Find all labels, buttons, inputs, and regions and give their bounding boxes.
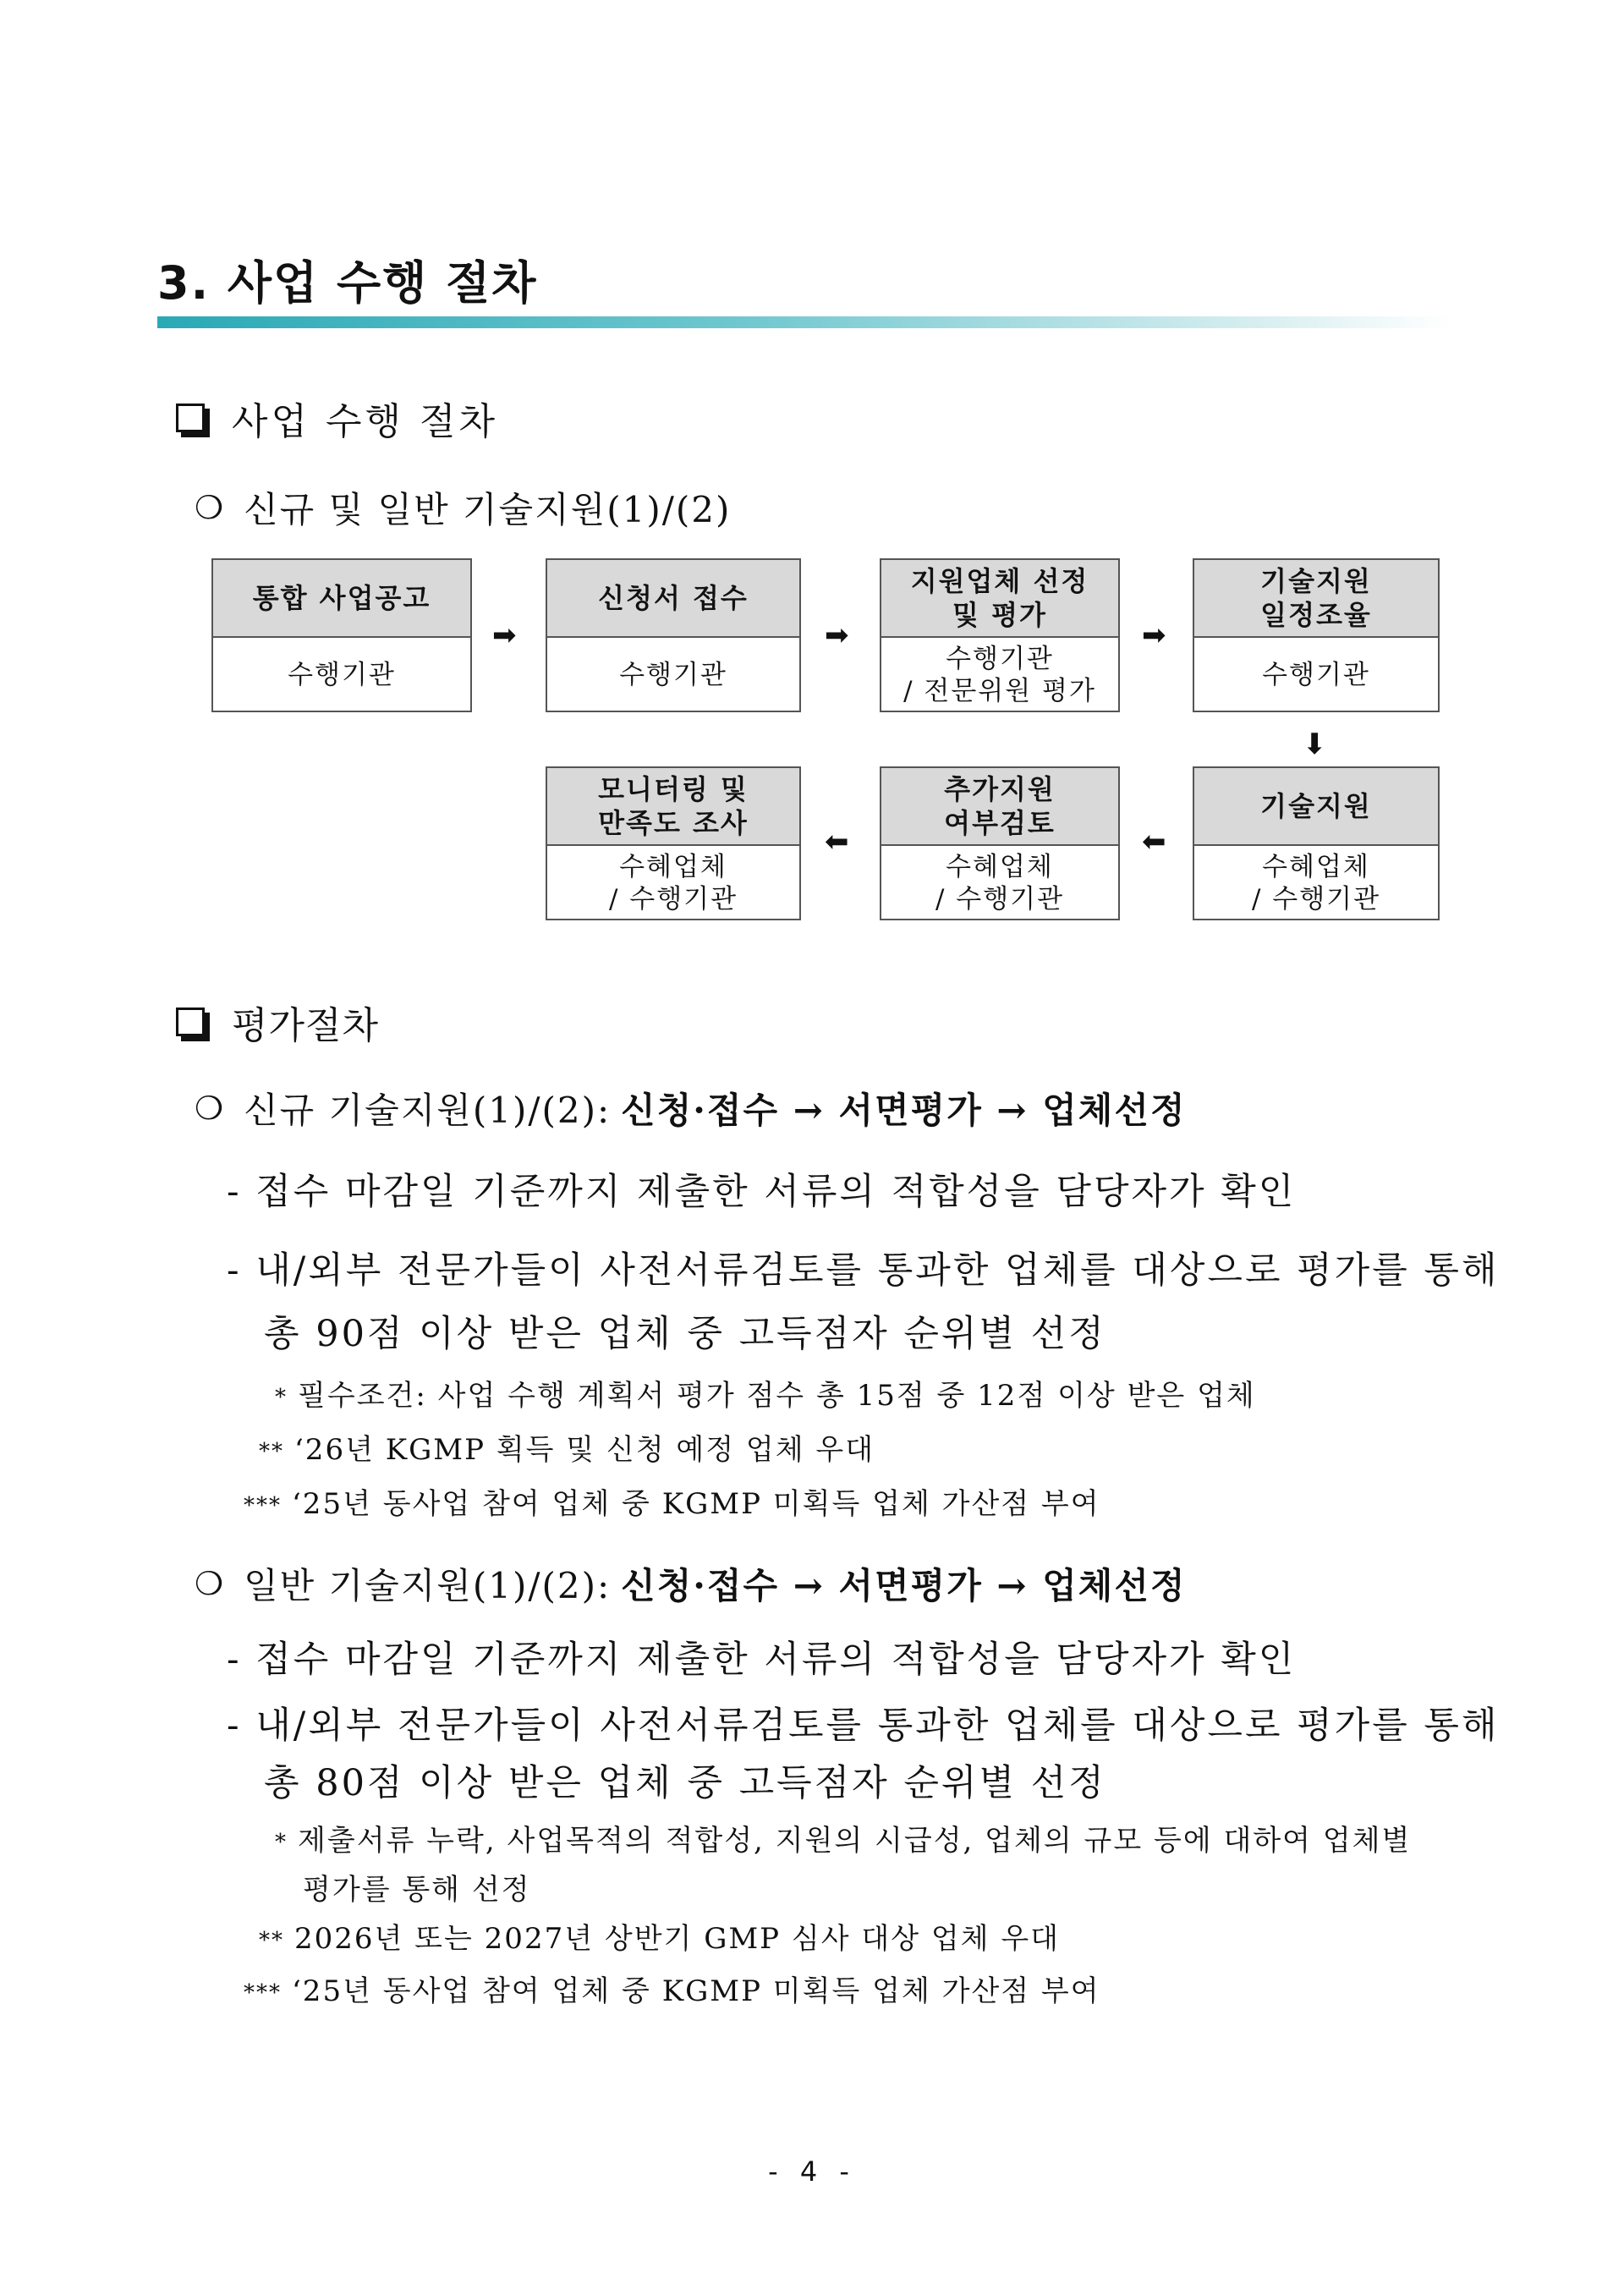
note-mark: ** [259, 1439, 284, 1464]
heading-business-procedure [176, 391, 498, 445]
note-mark: *** [244, 1493, 282, 1518]
square-bullet-icon [176, 404, 205, 432]
flow-box-scheduling [1193, 558, 1440, 712]
eval-note [244, 1968, 1100, 2009]
eval-note [244, 1480, 1100, 1522]
eval-steps: 신청·접수 → 서면평가 → 업체선정 [621, 1565, 1187, 1606]
note-mark: *** [244, 1980, 282, 2006]
note-mark: ** [259, 1928, 284, 1953]
eval-note [259, 1915, 1060, 1957]
arrow-right-icon: ➡ [492, 618, 517, 652]
eval-steps: 신청·접수 → 서면평가 → 업체선정 [621, 1090, 1187, 1131]
eval-label: 일반 기술지원(1)/(2): [244, 1565, 612, 1606]
arrow-down-icon: ⬇ [1303, 727, 1327, 761]
title-underline [157, 316, 1451, 328]
heading-evaluation-procedure [176, 995, 379, 1049]
eval-dash-item-continued: 총 80점 이상 받은 업체 중 고득점자 순위별 선정 [264, 1762, 1106, 1804]
page-number: - 4 - [768, 2155, 856, 2188]
note-text: 제출서류 누락, 사업목적의 적합성, 지원의 시급성, 업체의 규모 등에 대하여 업체별 [298, 1824, 1412, 1858]
eval-note [259, 1426, 875, 1468]
arrow-right-icon: ➡ [1142, 618, 1166, 652]
flow-box-monitoring [546, 766, 801, 920]
flow-box-title: 추가지원 여부검토 [881, 768, 1118, 846]
eval-dash-item: - 접수 마감일 기준까지 제출한 서류의 적합성을 담당자가 확인 [227, 1639, 1297, 1681]
flow-box-body: 수행기관 [619, 660, 727, 690]
square-bullet-icon [176, 1007, 205, 1036]
heading-label: 사업 수행 절차 [232, 400, 498, 443]
eval-dash-item: - 내/외부 전문가들이 사전서류검토를 통과한 업체를 대상으로 평가를 통해 [227, 1705, 1500, 1747]
note-text: ‘25년 동사업 참여 업체 중 KGMP 미획득 업체 가산점 부여 [292, 1974, 1100, 2008]
flow-box-title: 통합 사업공고 [213, 560, 470, 638]
eval-note [275, 1817, 1411, 1859]
flow-box-application [546, 558, 801, 712]
flow-box-additional-review [880, 766, 1120, 920]
circle-bullet-icon: ❍ [195, 1090, 226, 1127]
section-title: 3. 사업 수행 절차 [157, 256, 538, 310]
flow-box-title: 모니터링 및 만족도 조사 [547, 768, 799, 846]
note-text: ‘26년 KGMP 획득 및 신청 예정 업체 우대 [294, 1433, 875, 1467]
note-mark: * [275, 1830, 288, 1855]
eval-note-continued: 평가를 통해 선정 [303, 1873, 531, 1907]
sub-heading-flow [195, 482, 731, 533]
flow-box-title: 신청서 접수 [547, 560, 799, 638]
flow-box-body: 수행기관 [1262, 660, 1370, 690]
flow-box-announcement [211, 558, 472, 712]
flow-box-selection [880, 558, 1120, 712]
arrow-left-icon: ⬅ [825, 825, 849, 859]
circle-bullet-icon: ❍ [195, 489, 226, 526]
flow-box-title: 기술지원 [1194, 768, 1438, 846]
flow-box-title: 지원업체 선정 및 평가 [881, 560, 1118, 638]
flow-box-body: 수행기관 [288, 660, 396, 690]
flow-box-body: 수혜업체 / 수행기관 [1251, 852, 1381, 914]
eval-label: 신규 기술지원(1)/(2): [244, 1090, 612, 1131]
arrow-left-icon: ⬅ [1142, 825, 1166, 859]
eval-dash-item-continued: 총 90점 이상 받은 업체 중 고득점자 순위별 선정 [264, 1313, 1106, 1355]
eval-note [275, 1372, 1256, 1414]
flow-box-title: 기술지원 일정조율 [1194, 560, 1438, 638]
flow-box-body: 수행기관 / 전문위원 평가 [903, 644, 1096, 706]
note-text: ‘25년 동사업 참여 업체 중 KGMP 미획득 업체 가산점 부여 [292, 1487, 1100, 1521]
note-text: 2026년 또는 2027년 상반기 GMP 심사 대상 업체 우대 [294, 1922, 1061, 1956]
eval-general-tech-support [195, 1558, 1187, 1609]
flow-box-tech-support [1193, 766, 1440, 920]
note-text: 필수조건: 사업 수행 계획서 평가 점수 총 15점 중 12점 이상 받은 업체 [298, 1379, 1256, 1413]
eval-dash-item: - 내/외부 전문가들이 사전서류검토를 통과한 업체를 대상으로 평가를 통해 [227, 1249, 1500, 1292]
flow-box-body: 수혜업체 / 수행기관 [935, 852, 1065, 914]
sub-heading-label: 신규 및 일반 기술지원(1)/(2) [244, 489, 732, 530]
flow-box-body: 수혜업체 / 수행기관 [608, 852, 738, 914]
eval-dash-item: - 접수 마감일 기준까지 제출한 서류의 적합성을 담당자가 확인 [227, 1171, 1297, 1213]
note-mark: * [275, 1385, 288, 1410]
eval-new-tech-support [195, 1083, 1187, 1134]
circle-bullet-icon: ❍ [195, 1565, 226, 1602]
arrow-right-icon: ➡ [825, 618, 849, 652]
heading-label: 평가절차 [232, 1004, 380, 1047]
